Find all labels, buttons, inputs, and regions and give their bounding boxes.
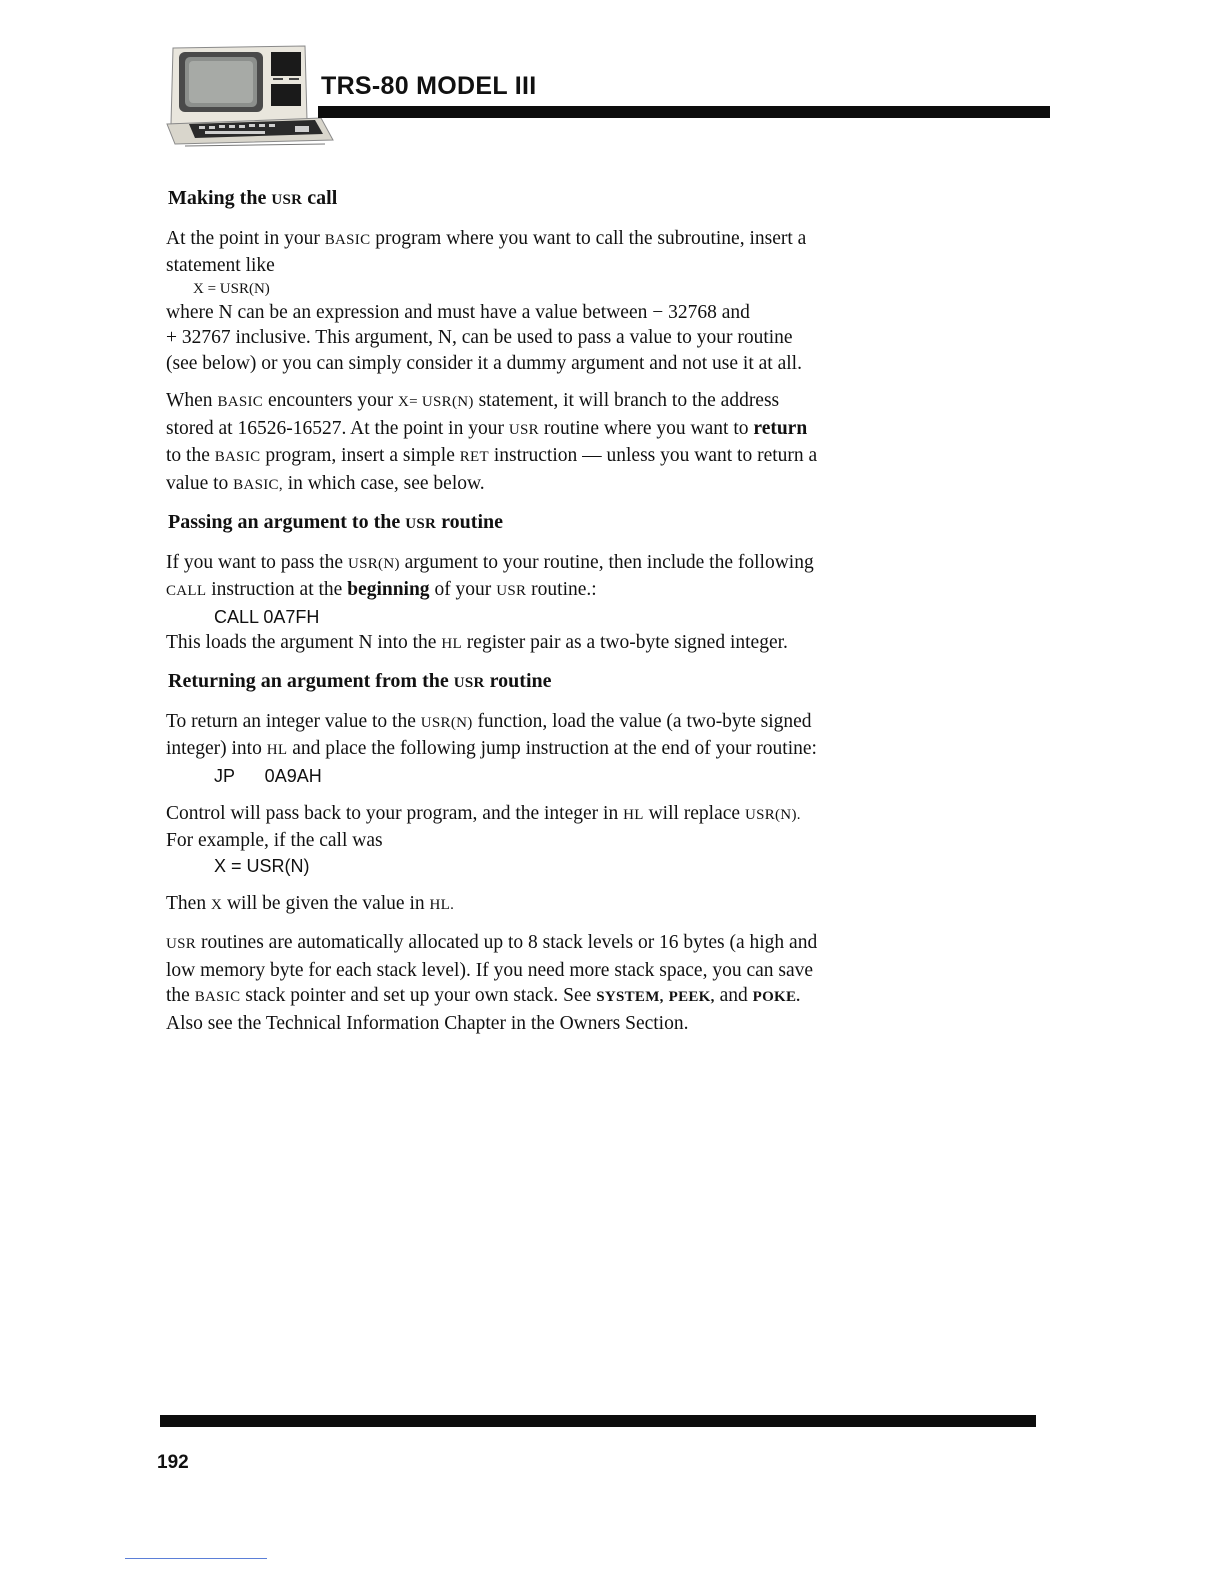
text-line: value to BASIC, in which case, see below. [166, 472, 485, 494]
section-heading-passing-argument: Passing an argument to the USR routine [168, 511, 504, 533]
text-line: If you want to pass the USR(N) argument to your routine, then include the following [166, 551, 814, 573]
paragraph [166, 550, 886, 658]
bottom-link-underline [125, 1558, 267, 1559]
footer-rule [160, 1415, 1036, 1427]
text-line: where N can be an expression and must have a value between − 32768 and [166, 301, 750, 323]
text-line: + 32767 inclusive. This argument, N, can be used to pass a value to your routine [166, 327, 793, 348]
section-heading-usr-call: Making the USR call [168, 187, 338, 209]
code-example: X = USR(N) [193, 280, 270, 297]
code-example: CALL 0A7FH [214, 606, 320, 627]
text-line: USR routines are automatically allocated up to 8 stack levels or 16 bytes (a high and [166, 932, 818, 953]
text-line: the BASIC stack pointer and set up your own stack. See SYSTEM, PEEK, and POKE. [166, 985, 801, 1006]
paragraph [166, 388, 886, 498]
text-line: When BASIC encounters your X= USR(N) statement, it will branch to the address [166, 390, 780, 411]
section-heading-returning-argument: Returning an argument from the USR routine [168, 670, 552, 692]
text-line: (see below) or you can simply consider it a dummy argument and not use it at all. [166, 352, 802, 374]
text-line: To return an integer value to the USR(N) function, load the value (a two-byte signed [166, 710, 812, 732]
text-line: stored at 16526-16527. At the point in your USR routine where you want to return [166, 417, 808, 439]
paragraph [166, 226, 886, 377]
text-line: This loads the argument N into the HL register pair as a two-byte signed integer. [166, 631, 788, 653]
header-rule [318, 106, 1050, 118]
code-example: JP 0A9AH [214, 765, 322, 786]
paragraph [166, 801, 886, 879]
text-line: Then X will be given the value in HL. [166, 892, 455, 914]
trs80-computer-logo [165, 40, 335, 150]
page-number: 192 [157, 1452, 189, 1473]
text-line: CALL instruction at the beginning of your USR routine.: [166, 579, 597, 600]
text-line: For example, if the call was [166, 830, 383, 851]
paragraph [166, 709, 886, 789]
text-line: At the point in your BASIC program where you want to call the subroutine, insert a [166, 227, 807, 249]
text-line: Control will pass back to your program, and the integer in HL will replace USR(N). [166, 802, 801, 824]
text-line: to the BASIC program, insert a simple RET instruction — unless you want to return a [166, 445, 818, 466]
paragraph [166, 930, 886, 1036]
page-content [166, 186, 886, 1048]
text-line: statement like [166, 255, 275, 276]
code-example: X = USR(N) [214, 855, 310, 876]
text-line: integer) into HL and place the following jump instruction at the end of your routine: [166, 738, 817, 759]
paragraph [166, 891, 886, 919]
header-title: TRS-80 MODEL III [321, 72, 537, 100]
text-line: Also see the Technical Information Chapter in the Owners Section. [166, 1012, 689, 1034]
text-line: low memory byte for each stack level). If you need more stack space, you can save [166, 959, 814, 981]
